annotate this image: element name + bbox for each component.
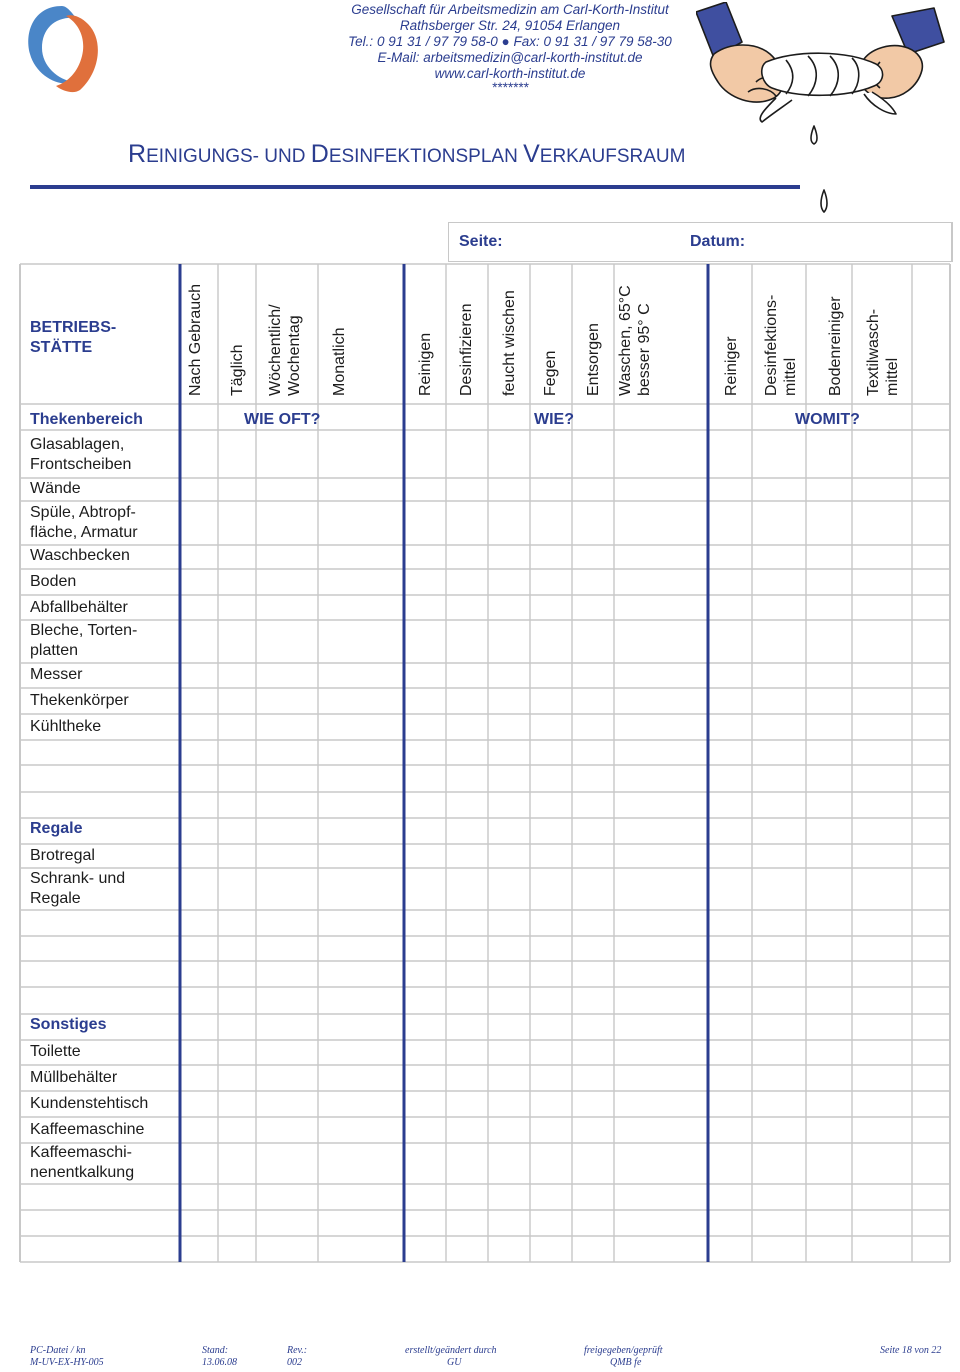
datum-label: Datum: (690, 233, 746, 250)
row-muellbehaelter: Müllbehälter (30, 1069, 118, 1086)
group-womit: WOMIT? (795, 411, 860, 428)
row-kaffeemaschinenentkalkung: Kaffeemaschi- nenentkalkung (30, 1144, 135, 1181)
footer-pc-value: M-UV-EX-HY-005 (30, 1357, 104, 1368)
footer-rev-value: 002 (287, 1357, 302, 1368)
section-title-thekenbereich: Thekenbereich (30, 411, 143, 428)
seite-label: Seite: (459, 233, 503, 250)
row-thekenkoerper: Thekenkörper (30, 692, 129, 709)
row-waschbecken: Waschbecken (30, 547, 130, 564)
address-line-3: Tel.: 0 91 31 / 97 79 58-0 ● Fax: 0 91 31 / 97 79 58-30 (348, 34, 672, 49)
row-brotregal: Brotregal (30, 847, 95, 864)
title-cap-2: D (310, 140, 329, 168)
row-kaffeemaschine: Kaffeemaschine (30, 1121, 145, 1138)
footer-rev-label: Rev.: (287, 1345, 308, 1356)
footer-stand-value: 13.06.08 (202, 1357, 237, 1368)
betriebsstaette-header: BETRIEBS- STÄTTE (30, 319, 117, 356)
title-cap-3: V (523, 140, 540, 168)
footer-freigegeben-value: QMB fe (610, 1357, 642, 1368)
footer-pc (30, 1345, 104, 1369)
row-bleche: Bleche, Torten- platten (30, 622, 138, 659)
footer-erstellt-label: erstellt/geändert durch (405, 1345, 497, 1356)
footer-stand (202, 1345, 237, 1369)
section-title-regale: Regale (30, 820, 83, 837)
row-spuele: Spüle, Abtropf- fläche, Armatur (30, 504, 138, 541)
title-rest-2: ESINFEKTIONSPLAN (328, 146, 524, 167)
row-abfallbehaelter: Abfallbehälter (30, 599, 128, 616)
footer-stand-label: Stand: (202, 1345, 229, 1356)
section-title-sonstiges: Sonstiges (30, 1016, 107, 1033)
group-wie-oft: WIE OFT? (244, 411, 321, 428)
row-waende: Wände (30, 480, 81, 497)
footer-pc-label: PC-Datei / kn (30, 1345, 86, 1356)
row-schrank-regale: Schrank- und Regale (30, 870, 126, 907)
address-line-5: www.carl-korth-institut.de (434, 66, 586, 81)
footer-page-number: Seite 18 von 22 (880, 1345, 942, 1356)
title-rest-3: ERKAUFSRAUM (539, 146, 686, 167)
group-wie: WIE? (534, 411, 574, 428)
address-line-4: E-Mail: arbeitsmedizin@carl-korth-institut.de (377, 50, 643, 65)
row-kundenstehtisch: Kundenstehtisch (30, 1095, 149, 1112)
address-line-6: ******* (491, 80, 529, 95)
address-line-1: Gesellschaft für Arbeitsmedizin am Carl-Korth-Institut (351, 2, 669, 17)
row-messer: Messer (30, 666, 83, 683)
row-glasablagen: Glasablagen, Frontscheiben (30, 436, 132, 473)
address-line-2: Rathsberger Str. 24, 91054 Erlangen (399, 18, 621, 33)
footer-erstellt (405, 1345, 497, 1369)
title-cap-1: R (128, 140, 147, 168)
title-rest-1: EINIGUNGS- UND (146, 146, 311, 167)
row-kuehltheke: Kühltheke (30, 718, 102, 735)
footer-freigegeben (584, 1345, 663, 1369)
footer-freigegeben-label: freigegeben/geprüft (584, 1345, 663, 1356)
row-boden: Boden (30, 573, 77, 590)
row-toilette: Toilette (30, 1043, 81, 1060)
footer-rev (287, 1345, 307, 1369)
footer-erstellt-value: GU (447, 1357, 462, 1368)
